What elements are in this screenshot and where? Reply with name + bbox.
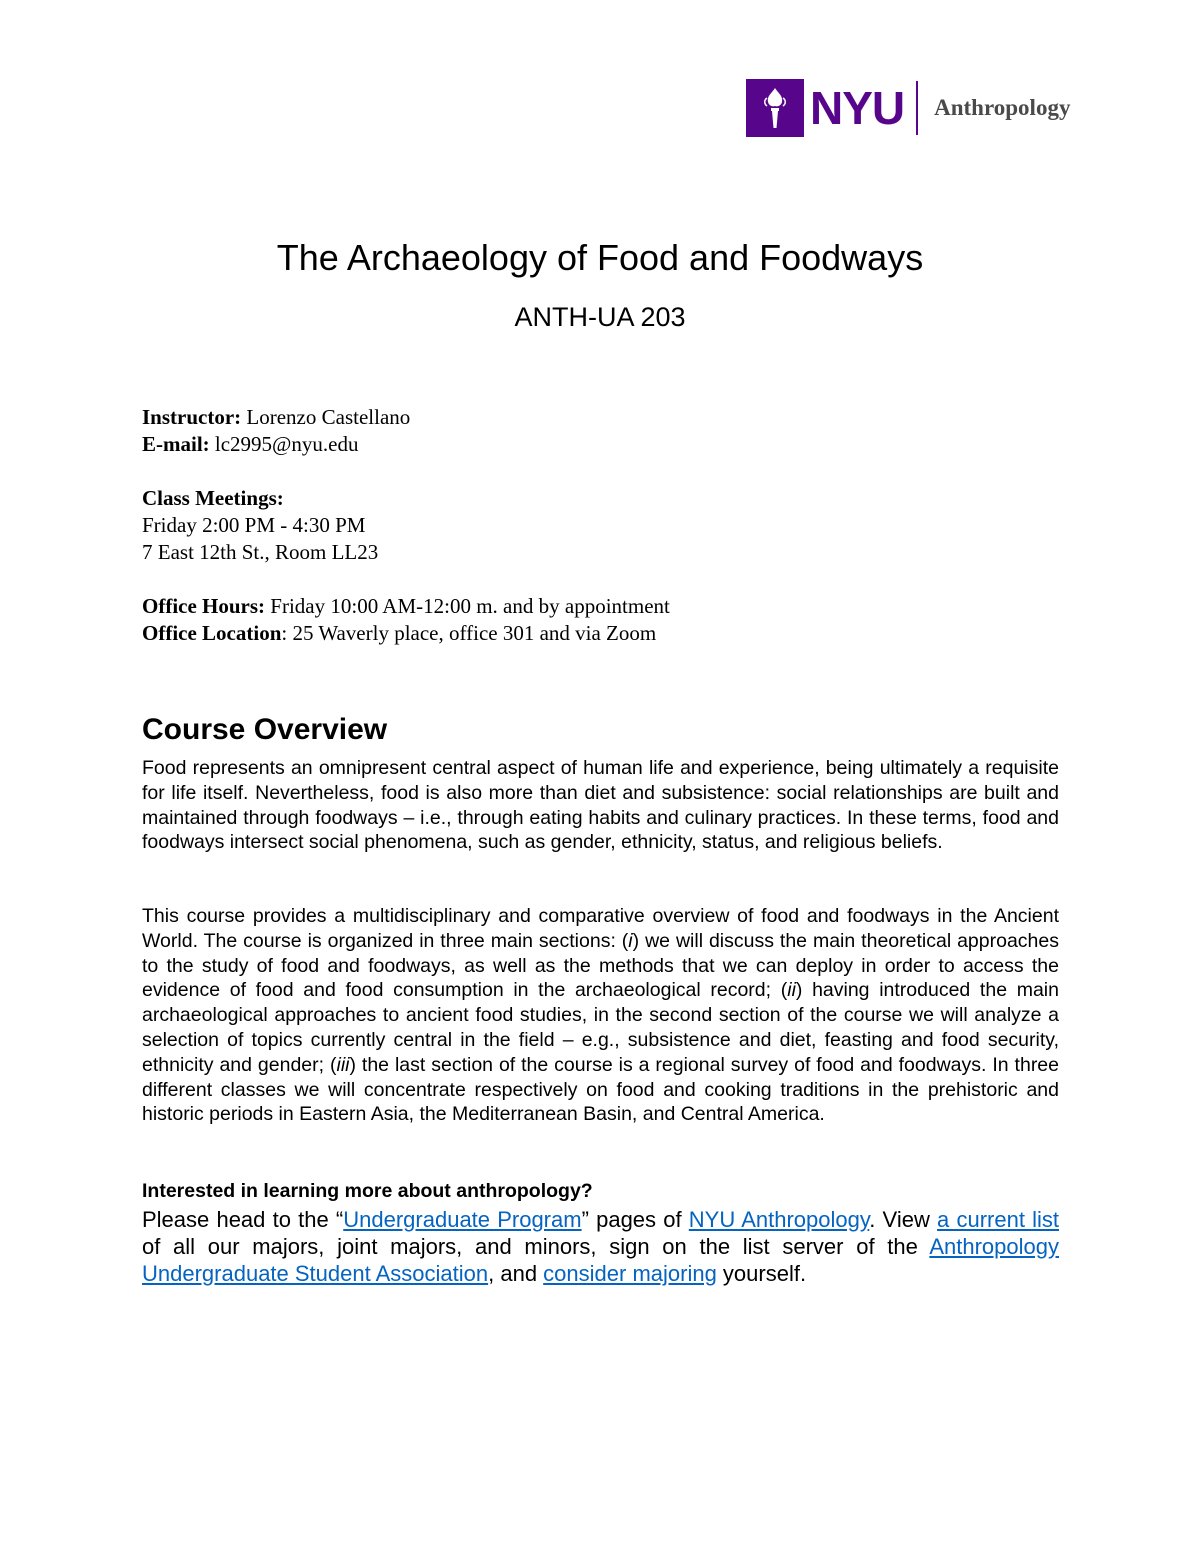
email-line: [142, 431, 358, 458]
instructor-line: [142, 404, 410, 431]
nyu-anthropology-logo: [746, 79, 1070, 137]
course-title: The Archaeology of Food and Foodways: [276, 237, 924, 278]
office-hours-line: [142, 593, 670, 620]
student-association-link[interactable]: Anthropology Undergraduate Student Association: [142, 1234, 1059, 1286]
overview-heading: Course Overview: [142, 713, 388, 746]
overview-paragraph-2: This course provides a multidisciplinary and comparative overview of food and foodways in the Ancient World. The course is organized in three main sections: (i) we will discuss the main theoretical approaches to the study of food and foodways, as well as the methods that we can deploy in order to access the evidence of food and food consumption in the archaeological record; (ii) having introduced the main archaeological approaches to ancient food studies, in the second section of the course we will analyze a selection of topics currently central in the field – e.g., subsistence and diet, feasting and food security, ethnicity and gender; (iii) the last section of the course is a regional survey of food and foodways. In three different classes we will concentrate respectively on food and cooking traditions in the prehistoric and historic periods in Eastern Asia, the Mediterranean Basin, and Central America.: [142, 905, 1059, 1126]
instructor-value: Lorenzo Castellano: [241, 405, 411, 429]
email-label: E-mail:: [142, 432, 210, 456]
email-value: lc2995@nyu.edu: [209, 432, 359, 456]
office-location-value: : 25 Waverly place, office 301 and via Zoom: [281, 621, 657, 645]
consider-majoring-link[interactable]: consider majoring: [543, 1261, 717, 1286]
overview-paragraph-1: Food represents an omnipresent central aspect of human life and experience, being ultimately a requisite for life itself. Nevertheless, food is also more than diet and subsistence: social relationships are built and maintained through foodways – i.e., through eating habits and culinary practices. In these terms, food and foodways intersect social phenomena, such as gender, ethnicity, status, and religious beliefs.: [142, 757, 1059, 854]
torch-icon: [746, 79, 804, 137]
logo-nyu-text: NYU: [810, 82, 905, 134]
meetings-place: 7 East 12th St., Room LL23: [142, 540, 379, 564]
meetings-time: Friday 2:00 PM - 4:30 PM: [142, 513, 366, 537]
learn-more-paragraph: Please head to the “Undergraduate Program” pages of NYU Anthropology. View a current list of all our majors, joint majors, and minors, sign on the list server of the Anthropology Undergraduate Student Association, and consider majoring yourself.: [142, 1207, 1060, 1286]
office-location-label: Office Location: [142, 621, 282, 645]
logo-divider: [916, 81, 918, 135]
learn-more-heading: Interested in learning more about anthropology?: [142, 1180, 593, 1202]
office-hours-label: Office Hours:: [142, 594, 266, 618]
current-list-link[interactable]: a current list: [937, 1207, 1060, 1232]
nyu-anthropology-link[interactable]: NYU Anthropology: [688, 1207, 870, 1232]
course-code: ANTH-UA 203: [514, 302, 686, 332]
office-hours-value: Friday 10:00 AM-12:00 m. and by appointment: [265, 594, 670, 618]
instructor-label: Instructor:: [142, 405, 242, 429]
logo-department-text: Anthropology: [934, 95, 1071, 120]
undergraduate-program-link[interactable]: Undergraduate Program: [343, 1207, 582, 1232]
meetings-label: Class Meetings:: [142, 486, 284, 510]
office-location-line: [142, 620, 656, 647]
